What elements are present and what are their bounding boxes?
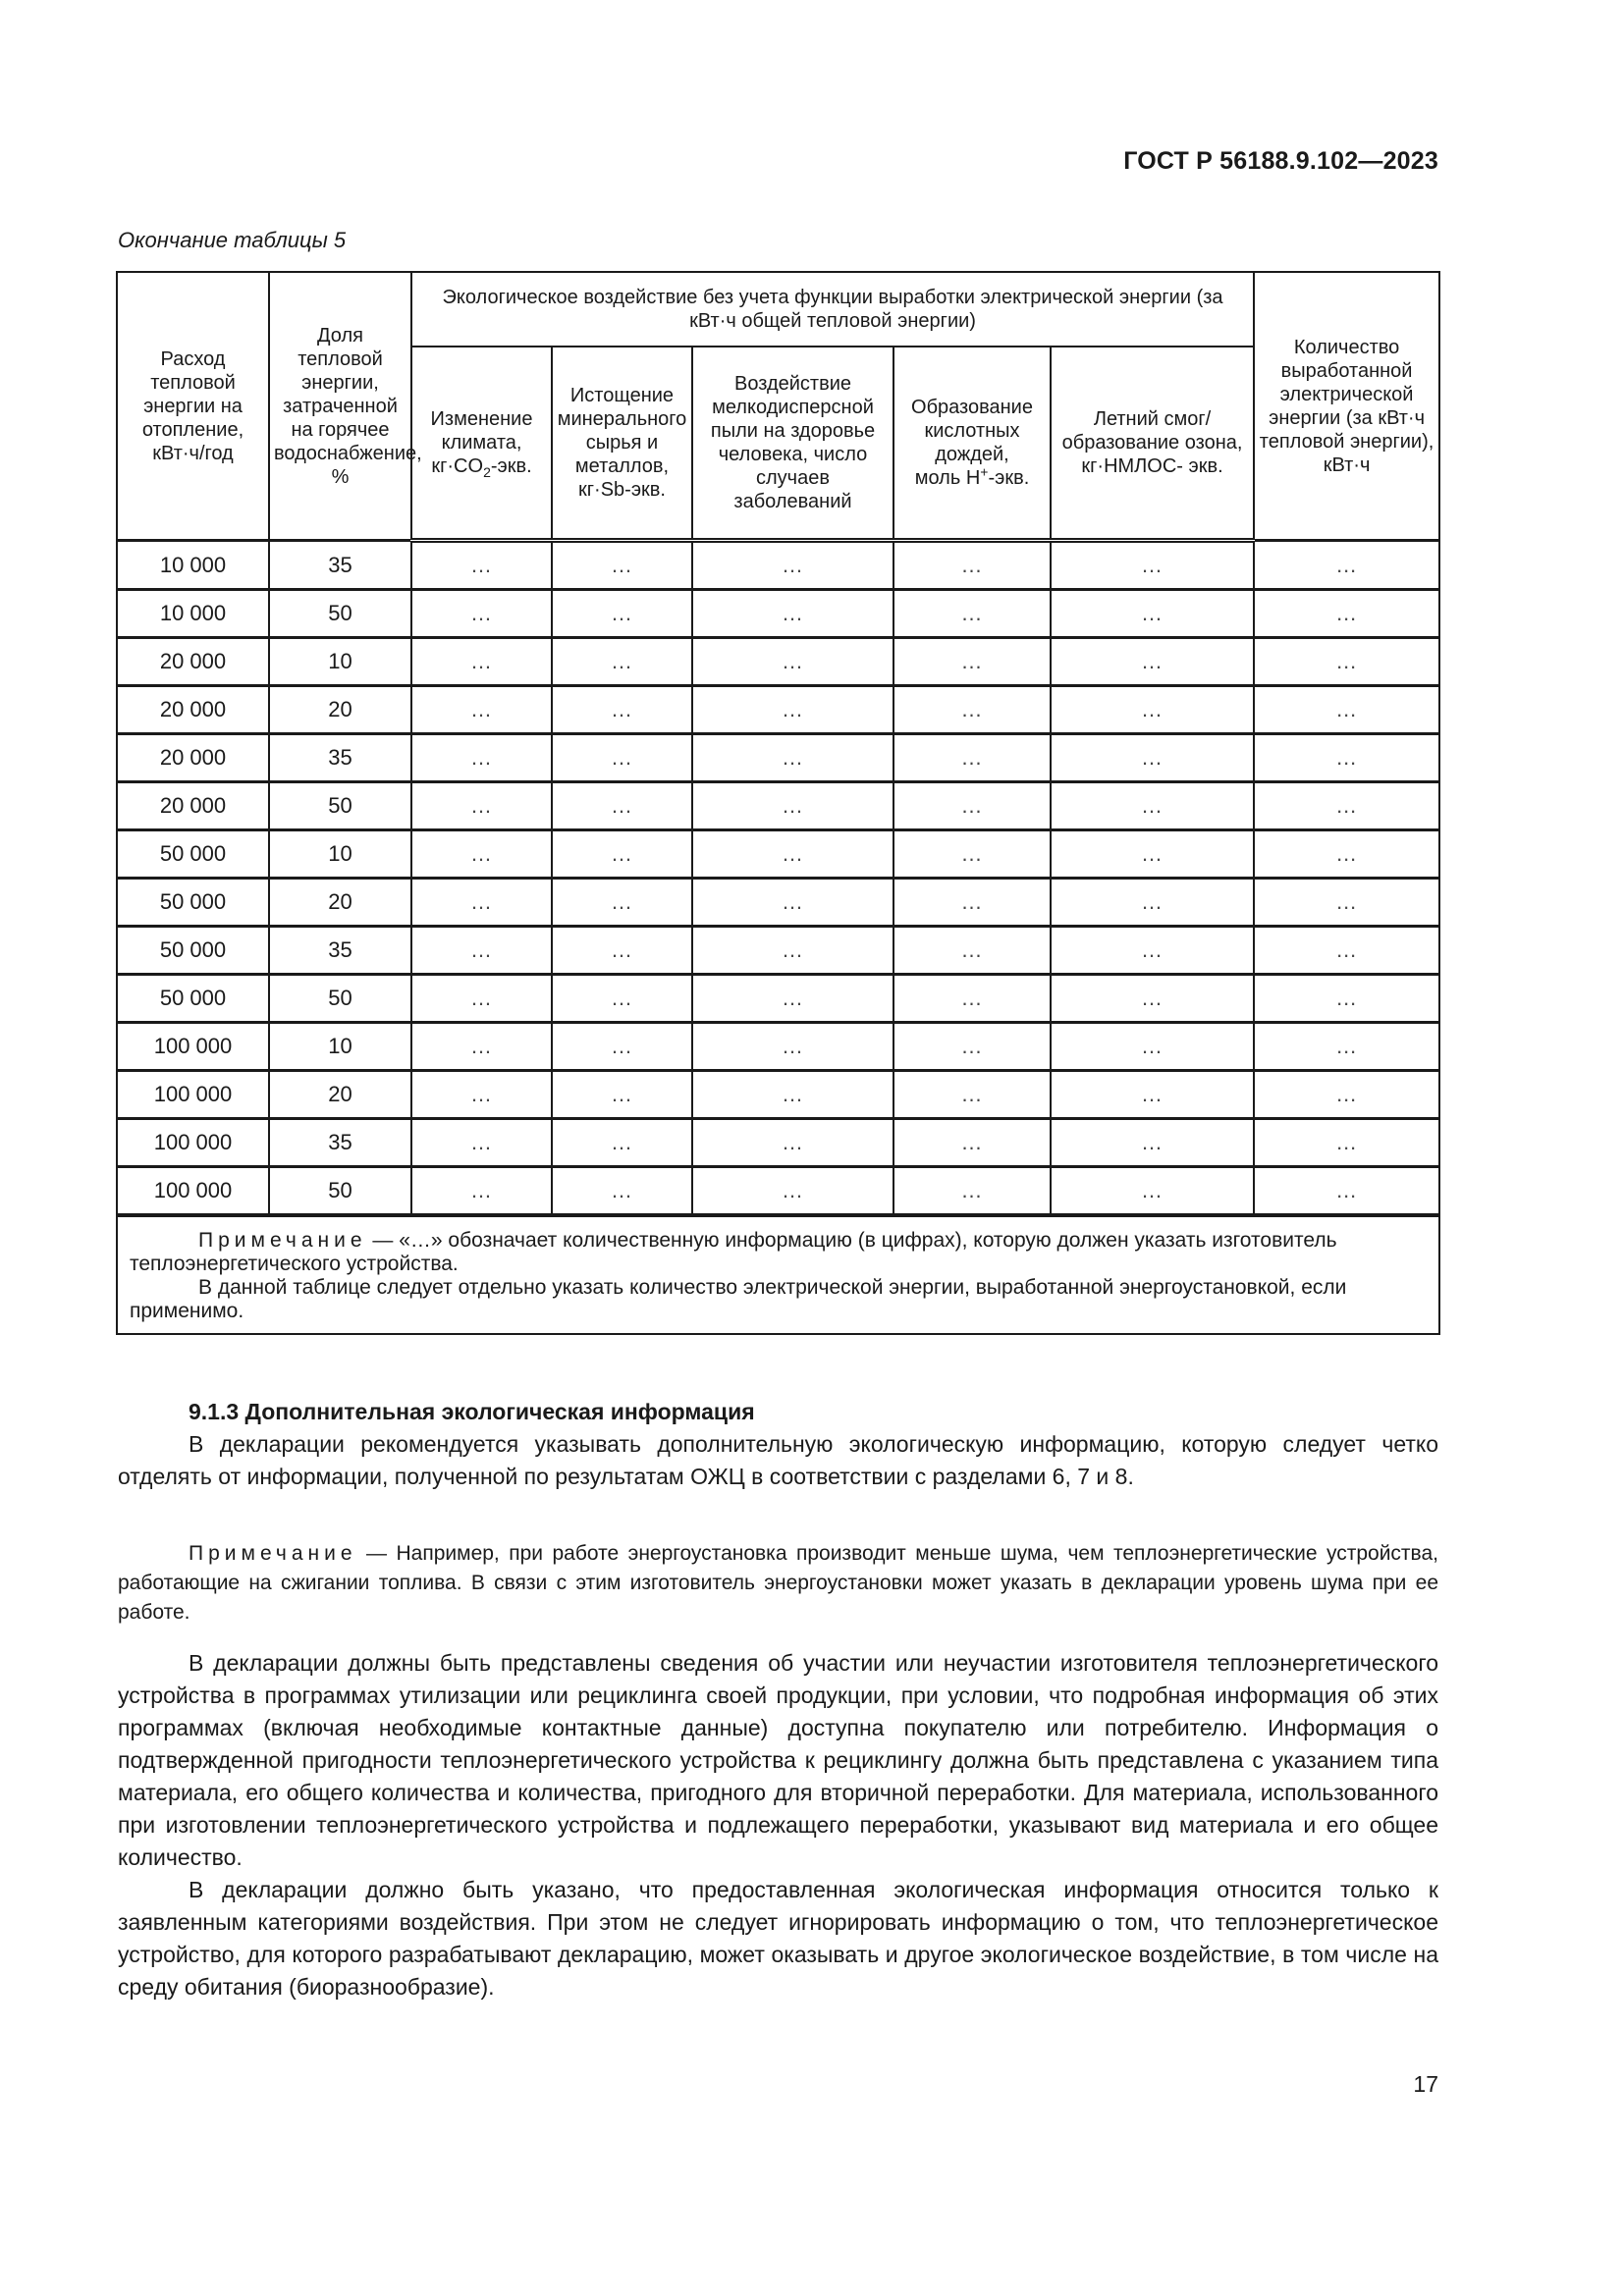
table-row (117, 734, 1439, 782)
note-dash: — (366, 1229, 400, 1252)
table-row (117, 1071, 1439, 1119)
section-note-text: Например, при работе энергоустановка производит меньше шума, чем теплоэнергетические устройства, работающие на сжигании топлива. В связи с этим изготовитель энергоустановки может указать в декларации уровень шума при ее работе. (118, 1542, 1438, 1624)
acid-rain-unit: моль H (914, 467, 981, 489)
cell-fine-dust: … (692, 1167, 893, 1216)
cell-acid-rain: … (893, 1167, 1051, 1216)
cell-fine-dust: … (692, 1071, 893, 1119)
cell-summer-smog: … (1051, 927, 1254, 975)
cell-climate-change: … (411, 927, 552, 975)
header-impact-group: Экологическое воздействие без учета функции выработки электрической энергии (за кВт·ч общей тепловой энергии) (411, 272, 1254, 347)
table-row (117, 927, 1439, 975)
cell-climate-change: … (411, 975, 552, 1023)
cell-electricity-generated: … (1254, 1119, 1439, 1167)
cell-fine-dust: … (692, 590, 893, 638)
cell-acid-rain: … (893, 590, 1051, 638)
cell-acid-rain: … (893, 686, 1051, 734)
table-row (117, 1119, 1439, 1167)
table-row (117, 638, 1439, 686)
climate-unit-sub: 2 (483, 464, 491, 480)
cell-electricity-generated: … (1254, 590, 1439, 638)
climate-label: Изменение климата, (430, 408, 533, 454)
header-electricity-generated: Количество выработанной электрической энергии (за кВт·ч тепловой энергии), кВт·ч (1254, 272, 1439, 541)
cell-fine-dust: … (692, 686, 893, 734)
cell-mineral-depletion: … (552, 975, 692, 1023)
cell-summer-smog: … (1051, 1167, 1254, 1216)
cell-heat-consumption: 20 000 (117, 734, 269, 782)
cell-summer-smog: … (1051, 1071, 1254, 1119)
cell-hot-water-share: 50 (269, 782, 411, 830)
cell-summer-smog: … (1051, 590, 1254, 638)
cell-heat-consumption: 10 000 (117, 541, 269, 590)
header-fine-dust: Воздействие мелкодисперсной пыли на здоровье человека, число случаев заболеваний (692, 347, 893, 541)
header-hot-water-share: Доля тепловой энергии, затраченной на горячее водоснабжение, % (269, 272, 411, 541)
cell-electricity-generated: … (1254, 975, 1439, 1023)
section-9-1-3 (118, 1396, 1438, 1493)
table-row (117, 1023, 1439, 1071)
cell-heat-consumption: 100 000 (117, 1119, 269, 1167)
cell-heat-consumption: 100 000 (117, 1071, 269, 1119)
cell-acid-rain: … (893, 734, 1051, 782)
cell-electricity-generated: … (1254, 734, 1439, 782)
section-note-dash: — (356, 1542, 397, 1565)
table-body (117, 541, 1439, 1216)
cell-hot-water-share: 10 (269, 830, 411, 879)
cell-electricity-generated: … (1254, 541, 1439, 590)
cell-heat-consumption: 50 000 (117, 879, 269, 927)
cell-electricity-generated: … (1254, 638, 1439, 686)
cell-electricity-generated: … (1254, 830, 1439, 879)
table-row (117, 541, 1439, 590)
note-text-1: «…» обозначает количественную информацию (в цифрах), которую должен указать изготовитель теплоэнергетического устройства. (130, 1229, 1337, 1275)
cell-electricity-generated: … (1254, 879, 1439, 927)
paragraph-1: В декларации рекомендуется указывать дополнительную экологическую информацию, которую следует четко отделять от информации, полученной по результатам ОЖЦ в соответствии с разделами 6, 7 и 8. (118, 1431, 1438, 1489)
table-caption: Окончание таблицы 5 (118, 228, 347, 252)
cell-heat-consumption: 100 000 (117, 1167, 269, 1216)
cell-summer-smog: … (1051, 734, 1254, 782)
header-climate-change (411, 347, 552, 541)
cell-mineral-depletion: … (552, 782, 692, 830)
cell-heat-consumption: 20 000 (117, 686, 269, 734)
acid-rain-label: Образование кислотных дождей, (911, 397, 1033, 465)
cell-heat-consumption: 50 000 (117, 927, 269, 975)
acid-rain-unit-suffix: -экв. (988, 467, 1030, 489)
section-note (118, 1539, 1438, 1628)
cell-climate-change: … (411, 879, 552, 927)
table-row (117, 1167, 1439, 1216)
table-row (117, 590, 1439, 638)
cell-summer-smog: … (1051, 638, 1254, 686)
paragraph-2: В декларации должны быть представлены сведения об участии или неучастии изготовителя теплоэнергетического устройства в программах утилизации или рециклинга своей продукции, при условии, что подробная информация об этих программах (включая необходимые контактные данные) доступна покупателю или потребителю. Информация о подтвержденной пригодности теплоэнергетического устройства к рециклингу должна быть представлена с указанием типа материала, его общего количества и количества, пригодного для вторичной переработки. Для материала, использованного при изготовлении теплоэнергетического устройства и подлежащего переработки, указывают вид материала и его общее количество. (118, 1650, 1438, 1870)
cell-summer-smog: … (1051, 782, 1254, 830)
cell-electricity-generated: … (1254, 782, 1439, 830)
table-row (117, 830, 1439, 879)
cell-hot-water-share: 50 (269, 1167, 411, 1216)
cell-mineral-depletion: … (552, 590, 692, 638)
cell-hot-water-share: 35 (269, 1119, 411, 1167)
cell-hot-water-share: 10 (269, 1023, 411, 1071)
cell-climate-change: … (411, 590, 552, 638)
table-row (117, 686, 1439, 734)
cell-heat-consumption: 100 000 (117, 1023, 269, 1071)
cell-climate-change: … (411, 830, 552, 879)
cell-acid-rain: … (893, 879, 1051, 927)
cell-mineral-depletion: … (552, 927, 692, 975)
cell-electricity-generated: … (1254, 1071, 1439, 1119)
table-row (117, 975, 1439, 1023)
cell-fine-dust: … (692, 541, 893, 590)
cell-acid-rain: … (893, 638, 1051, 686)
cell-climate-change: … (411, 1119, 552, 1167)
cell-mineral-depletion: … (552, 638, 692, 686)
cell-fine-dust: … (692, 734, 893, 782)
cell-climate-change: … (411, 1023, 552, 1071)
cell-electricity-generated: … (1254, 1167, 1439, 1216)
climate-unit-suffix: -экв. (490, 455, 532, 477)
climate-unit: кг·CO (431, 455, 484, 477)
acid-rain-unit-sup: + (980, 463, 989, 480)
cell-mineral-depletion: … (552, 541, 692, 590)
impact-table (116, 271, 1440, 1335)
cell-heat-consumption: 50 000 (117, 975, 269, 1023)
cell-fine-dust: … (692, 830, 893, 879)
cell-hot-water-share: 35 (269, 734, 411, 782)
cell-mineral-depletion: … (552, 686, 692, 734)
cell-summer-smog: … (1051, 879, 1254, 927)
cell-mineral-depletion: … (552, 830, 692, 879)
cell-hot-water-share: 10 (269, 638, 411, 686)
document-code: ГОСТ Р 56188.9.102—2023 (1123, 147, 1438, 175)
header-acid-rain (893, 347, 1051, 541)
note-label: Примечание (198, 1229, 367, 1252)
cell-climate-change: … (411, 1167, 552, 1216)
cell-fine-dust: … (692, 1119, 893, 1167)
table-row (117, 879, 1439, 927)
cell-summer-smog: … (1051, 541, 1254, 590)
cell-climate-change: … (411, 734, 552, 782)
cell-mineral-depletion: … (552, 1071, 692, 1119)
cell-climate-change: … (411, 782, 552, 830)
cell-hot-water-share: 35 (269, 541, 411, 590)
cell-summer-smog: … (1051, 686, 1254, 734)
cell-hot-water-share: 20 (269, 1071, 411, 1119)
section-note-label: Примечание (189, 1542, 357, 1565)
cell-summer-smog: … (1051, 1119, 1254, 1167)
cell-fine-dust: … (692, 638, 893, 686)
cell-hot-water-share: 50 (269, 590, 411, 638)
cell-acid-rain: … (893, 1023, 1051, 1071)
cell-electricity-generated: … (1254, 686, 1439, 734)
cell-summer-smog: … (1051, 1023, 1254, 1071)
cell-mineral-depletion: … (552, 734, 692, 782)
cell-fine-dust: … (692, 1023, 893, 1071)
table-note (117, 1215, 1439, 1334)
cell-acid-rain: … (893, 927, 1051, 975)
header-mineral-depletion: Истощение минерального сырья и металлов, кг·Sb-экв. (552, 347, 692, 541)
cell-heat-consumption: 20 000 (117, 782, 269, 830)
page-number: 17 (1413, 2071, 1438, 2097)
cell-fine-dust: … (692, 927, 893, 975)
cell-climate-change: … (411, 686, 552, 734)
cell-electricity-generated: … (1254, 1023, 1439, 1071)
section-body (118, 1647, 1438, 2003)
cell-acid-rain: … (893, 1119, 1051, 1167)
cell-hot-water-share: 20 (269, 879, 411, 927)
cell-climate-change: … (411, 1071, 552, 1119)
cell-acid-rain: … (893, 1071, 1051, 1119)
cell-acid-rain: … (893, 541, 1051, 590)
cell-acid-rain: … (893, 782, 1051, 830)
cell-heat-consumption: 10 000 (117, 590, 269, 638)
cell-mineral-depletion: … (552, 879, 692, 927)
header-heat-consumption: Расход тепловой энергии на отопление, кВт·ч/год (117, 272, 269, 541)
cell-electricity-generated: … (1254, 927, 1439, 975)
cell-acid-rain: … (893, 975, 1051, 1023)
cell-heat-consumption: 20 000 (117, 638, 269, 686)
cell-summer-smog: … (1051, 975, 1254, 1023)
cell-climate-change: … (411, 638, 552, 686)
header-summer-smog: Летний смог/ образование озона, кг·НМЛОС- экв. (1051, 347, 1254, 541)
cell-fine-dust: … (692, 975, 893, 1023)
cell-acid-rain: … (893, 830, 1051, 879)
cell-fine-dust: … (692, 782, 893, 830)
table-row (117, 782, 1439, 830)
cell-hot-water-share: 20 (269, 686, 411, 734)
cell-mineral-depletion: … (552, 1167, 692, 1216)
note-text-2: В данной таблице следует отдельно указать количество электрической энергии, выработанной энергоустановкой, если применимо. (130, 1276, 1347, 1322)
cell-heat-consumption: 50 000 (117, 830, 269, 879)
cell-hot-water-share: 35 (269, 927, 411, 975)
cell-mineral-depletion: … (552, 1023, 692, 1071)
section-title: 9.1.3 Дополнительная экологическая информация (189, 1399, 755, 1424)
cell-hot-water-share: 50 (269, 975, 411, 1023)
cell-fine-dust: … (692, 879, 893, 927)
paragraph-3: В декларации должно быть указано, что предоставленная экологическая информация относится только к заявленным категориями воздействия. При этом не следует игнорировать информацию о том, что теплоэнергетическое устройство, для которого разрабатывают декларацию, может оказывать и другое экологическое воздействие, в том числе на среду обитания (биоразнообразие). (118, 1877, 1438, 2000)
cell-summer-smog: … (1051, 830, 1254, 879)
cell-climate-change: … (411, 541, 552, 590)
cell-mineral-depletion: … (552, 1119, 692, 1167)
